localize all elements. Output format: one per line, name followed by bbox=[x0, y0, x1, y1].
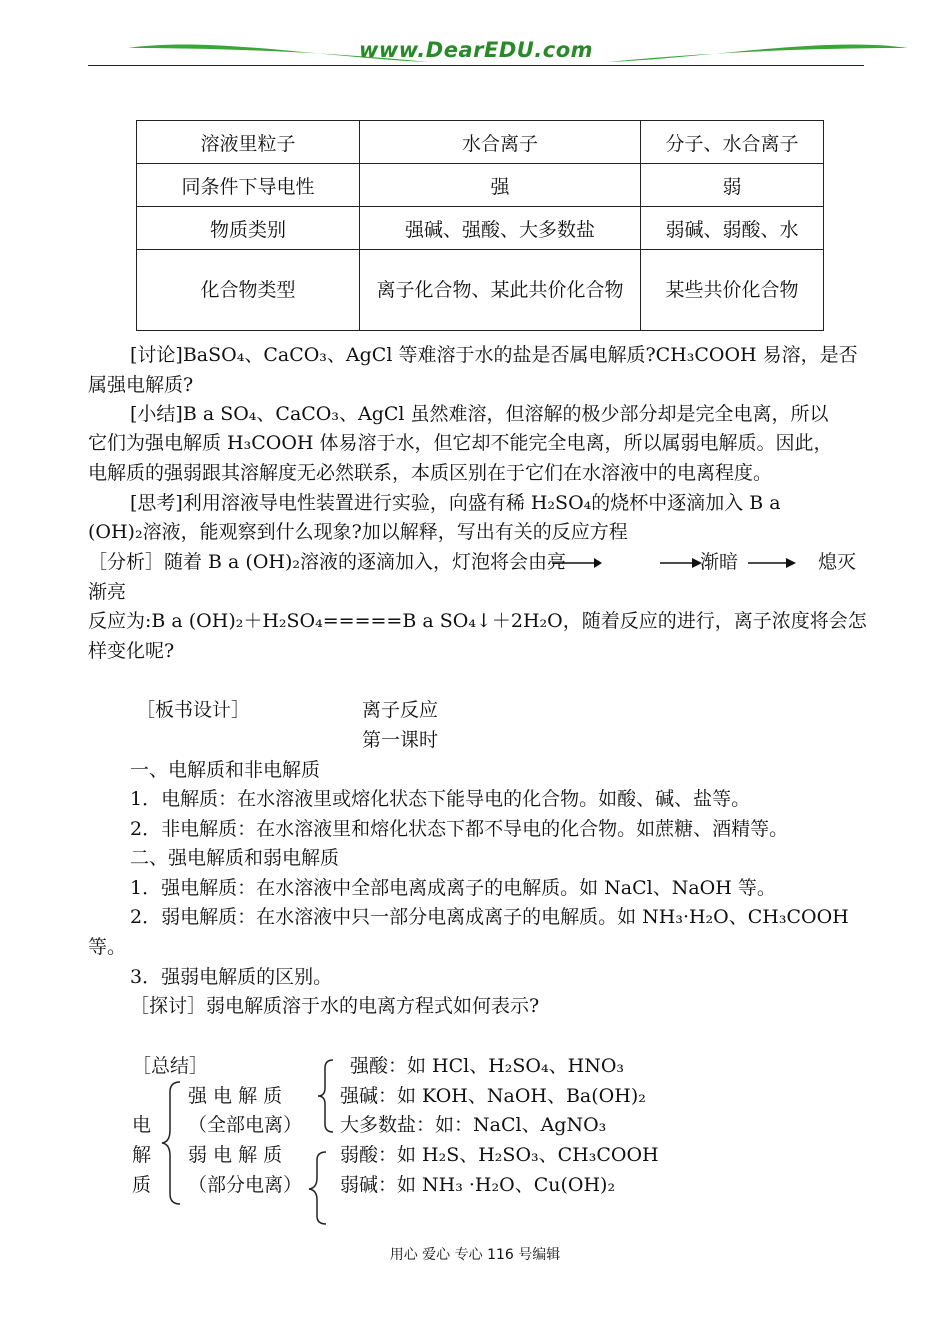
arrow-right-icon bbox=[748, 556, 796, 570]
weak-item: 弱碱：如 NH₃ ·H₂O、Cu(OH)₂ bbox=[340, 1174, 616, 1196]
table-cell: 同条件下导电性 bbox=[137, 164, 360, 207]
root-char: 解 bbox=[132, 1144, 152, 1166]
table-cell: 分子、水合离子 bbox=[641, 121, 824, 164]
think-line-1: [思考]利用溶液导电性装置进行实验，向盛有稀 H₂SO₄的烧杯中逐滴加入 B a bbox=[130, 492, 781, 514]
page-header bbox=[88, 30, 864, 74]
table-cell: 水合离子 bbox=[360, 121, 641, 164]
weak-note: （部分电离） bbox=[188, 1174, 303, 1196]
root-char: 电 bbox=[132, 1114, 152, 1136]
strong-electrolyte: 强 电 解 质 bbox=[188, 1085, 283, 1107]
board-subtitle: 第一课时 bbox=[362, 729, 439, 751]
strong-item: 强碱：如 KOH、NaOH、Ba(OH)₂ bbox=[340, 1085, 646, 1107]
board-title: 离子反应 bbox=[362, 699, 439, 721]
brace-left-icon bbox=[315, 1056, 337, 1136]
strong-item: 强酸：如 HCl、H₂SO₄、HNO₃ bbox=[350, 1055, 625, 1077]
analysis-line-4: 样变化呢? bbox=[88, 640, 175, 662]
analysis-line-1: ［分析］随着 B a (OH)₂溶液的逐滴加入，灯泡将会由亮 bbox=[88, 551, 566, 573]
electrolyte-comparison-table bbox=[136, 120, 824, 331]
table-cell: 物质类别 bbox=[137, 207, 360, 250]
root-char: 质 bbox=[132, 1174, 152, 1196]
table-cell: 强 bbox=[360, 164, 641, 207]
table-cell: 某些共价化合物 bbox=[641, 250, 824, 331]
board-label: ［板书设计］ bbox=[136, 699, 251, 721]
brace-left-icon bbox=[306, 1148, 330, 1228]
discussion-line-2: 属强电解质? bbox=[88, 374, 194, 396]
table-cell: 强碱、强酸、大多数盐 bbox=[360, 207, 641, 250]
page-footer: 用心 爱心 专心 116 号编辑 bbox=[389, 1247, 561, 1263]
table-cell: 离子化合物、某此共价化合物 bbox=[360, 250, 641, 331]
weak-electrolyte: 弱 电 解 质 bbox=[188, 1144, 283, 1166]
probe-line: ［探讨］弱电解质溶于水的电离方程式如何表示? bbox=[130, 995, 540, 1017]
strong-item: 大多数盐：如：NaCl、AgNO₃ bbox=[340, 1114, 607, 1136]
summary-line-1: [小结]B a SO₄、CaCO₃、AgCl 虽然难溶，但溶解的极少部分却是完全电离，所以 bbox=[130, 403, 829, 425]
think-line-2: (OH)₂溶液，能观察到什么现象?加以解释，写出有关的反应方程 bbox=[88, 521, 628, 543]
table-row bbox=[137, 207, 824, 250]
section-heading: 二、强电解质和弱电解质 bbox=[130, 847, 340, 869]
arrow-right-icon bbox=[660, 556, 702, 570]
brace-left-icon bbox=[160, 1078, 188, 1208]
strong-note: （全部电离） bbox=[188, 1114, 303, 1136]
section-item: 3．强弱电解质的区别。 bbox=[130, 966, 333, 988]
analysis-step-off: 熄灭 bbox=[818, 551, 857, 573]
summary-line-3: 电解质的强弱跟其溶解度无必然联系，本质区别在于它们在水溶液中的电离程度。 bbox=[88, 462, 773, 484]
table-row bbox=[137, 121, 824, 164]
table-cell: 弱 bbox=[641, 164, 824, 207]
summary-line-2: 它们为强电解质 H₃COOH 体易溶于水，但它却不能完全电离，所以属弱电解质。因此， bbox=[88, 432, 833, 454]
conclusion-label: ［总结］ bbox=[132, 1055, 209, 1077]
analysis-line-3: 反应为:B a (OH)₂＋H₂SO₄=====B a SO₄↓＋2H₂O，随着反应的进行，离子浓度将会怎 bbox=[88, 610, 867, 632]
section-item: 1．强电解质：在水溶液中全部电离成离子的电解质。如 NaCl、NaOH 等。 bbox=[130, 877, 776, 899]
table-cell: 溶液里粒子 bbox=[137, 121, 360, 164]
section-heading: 一、电解质和非电解质 bbox=[130, 759, 321, 781]
table-row bbox=[137, 250, 824, 331]
discussion-line-1: [讨论]BaSO₄、CaCO₃、AgCl 等难溶于水的盐是否属电解质?CH₃COOH 易溶，是否 bbox=[130, 344, 858, 366]
section-item: 2．弱电解质：在水溶液中只一部分电离成离子的电解质。如 NH₃·H₂O、CH₃COOH bbox=[130, 906, 849, 928]
section-item-cont: 等。 bbox=[88, 936, 127, 958]
weak-item: 弱酸：如 H₂S、H₂SO₃、CH₃COOH bbox=[340, 1144, 659, 1166]
analysis-step-dim: 渐暗 bbox=[700, 551, 739, 573]
table-cell: 化合物类型 bbox=[137, 250, 360, 331]
section-item: 2．非电解质：在水溶液里和熔化状态下都不导电的化合物。如蔗糖、酒精等。 bbox=[130, 818, 789, 840]
header-rule bbox=[88, 65, 864, 66]
section-item: 1．电解质：在水溶液里或熔化状态下能导电的化合物。如酸、碱、盐等。 bbox=[130, 788, 751, 810]
analysis-line-2: 渐亮 bbox=[88, 581, 127, 603]
arrow-right-icon bbox=[552, 556, 602, 570]
table-row bbox=[137, 164, 824, 207]
site-logo: www.DearEDU.com bbox=[358, 38, 594, 62]
table-cell: 弱碱、弱酸、水 bbox=[641, 207, 824, 250]
